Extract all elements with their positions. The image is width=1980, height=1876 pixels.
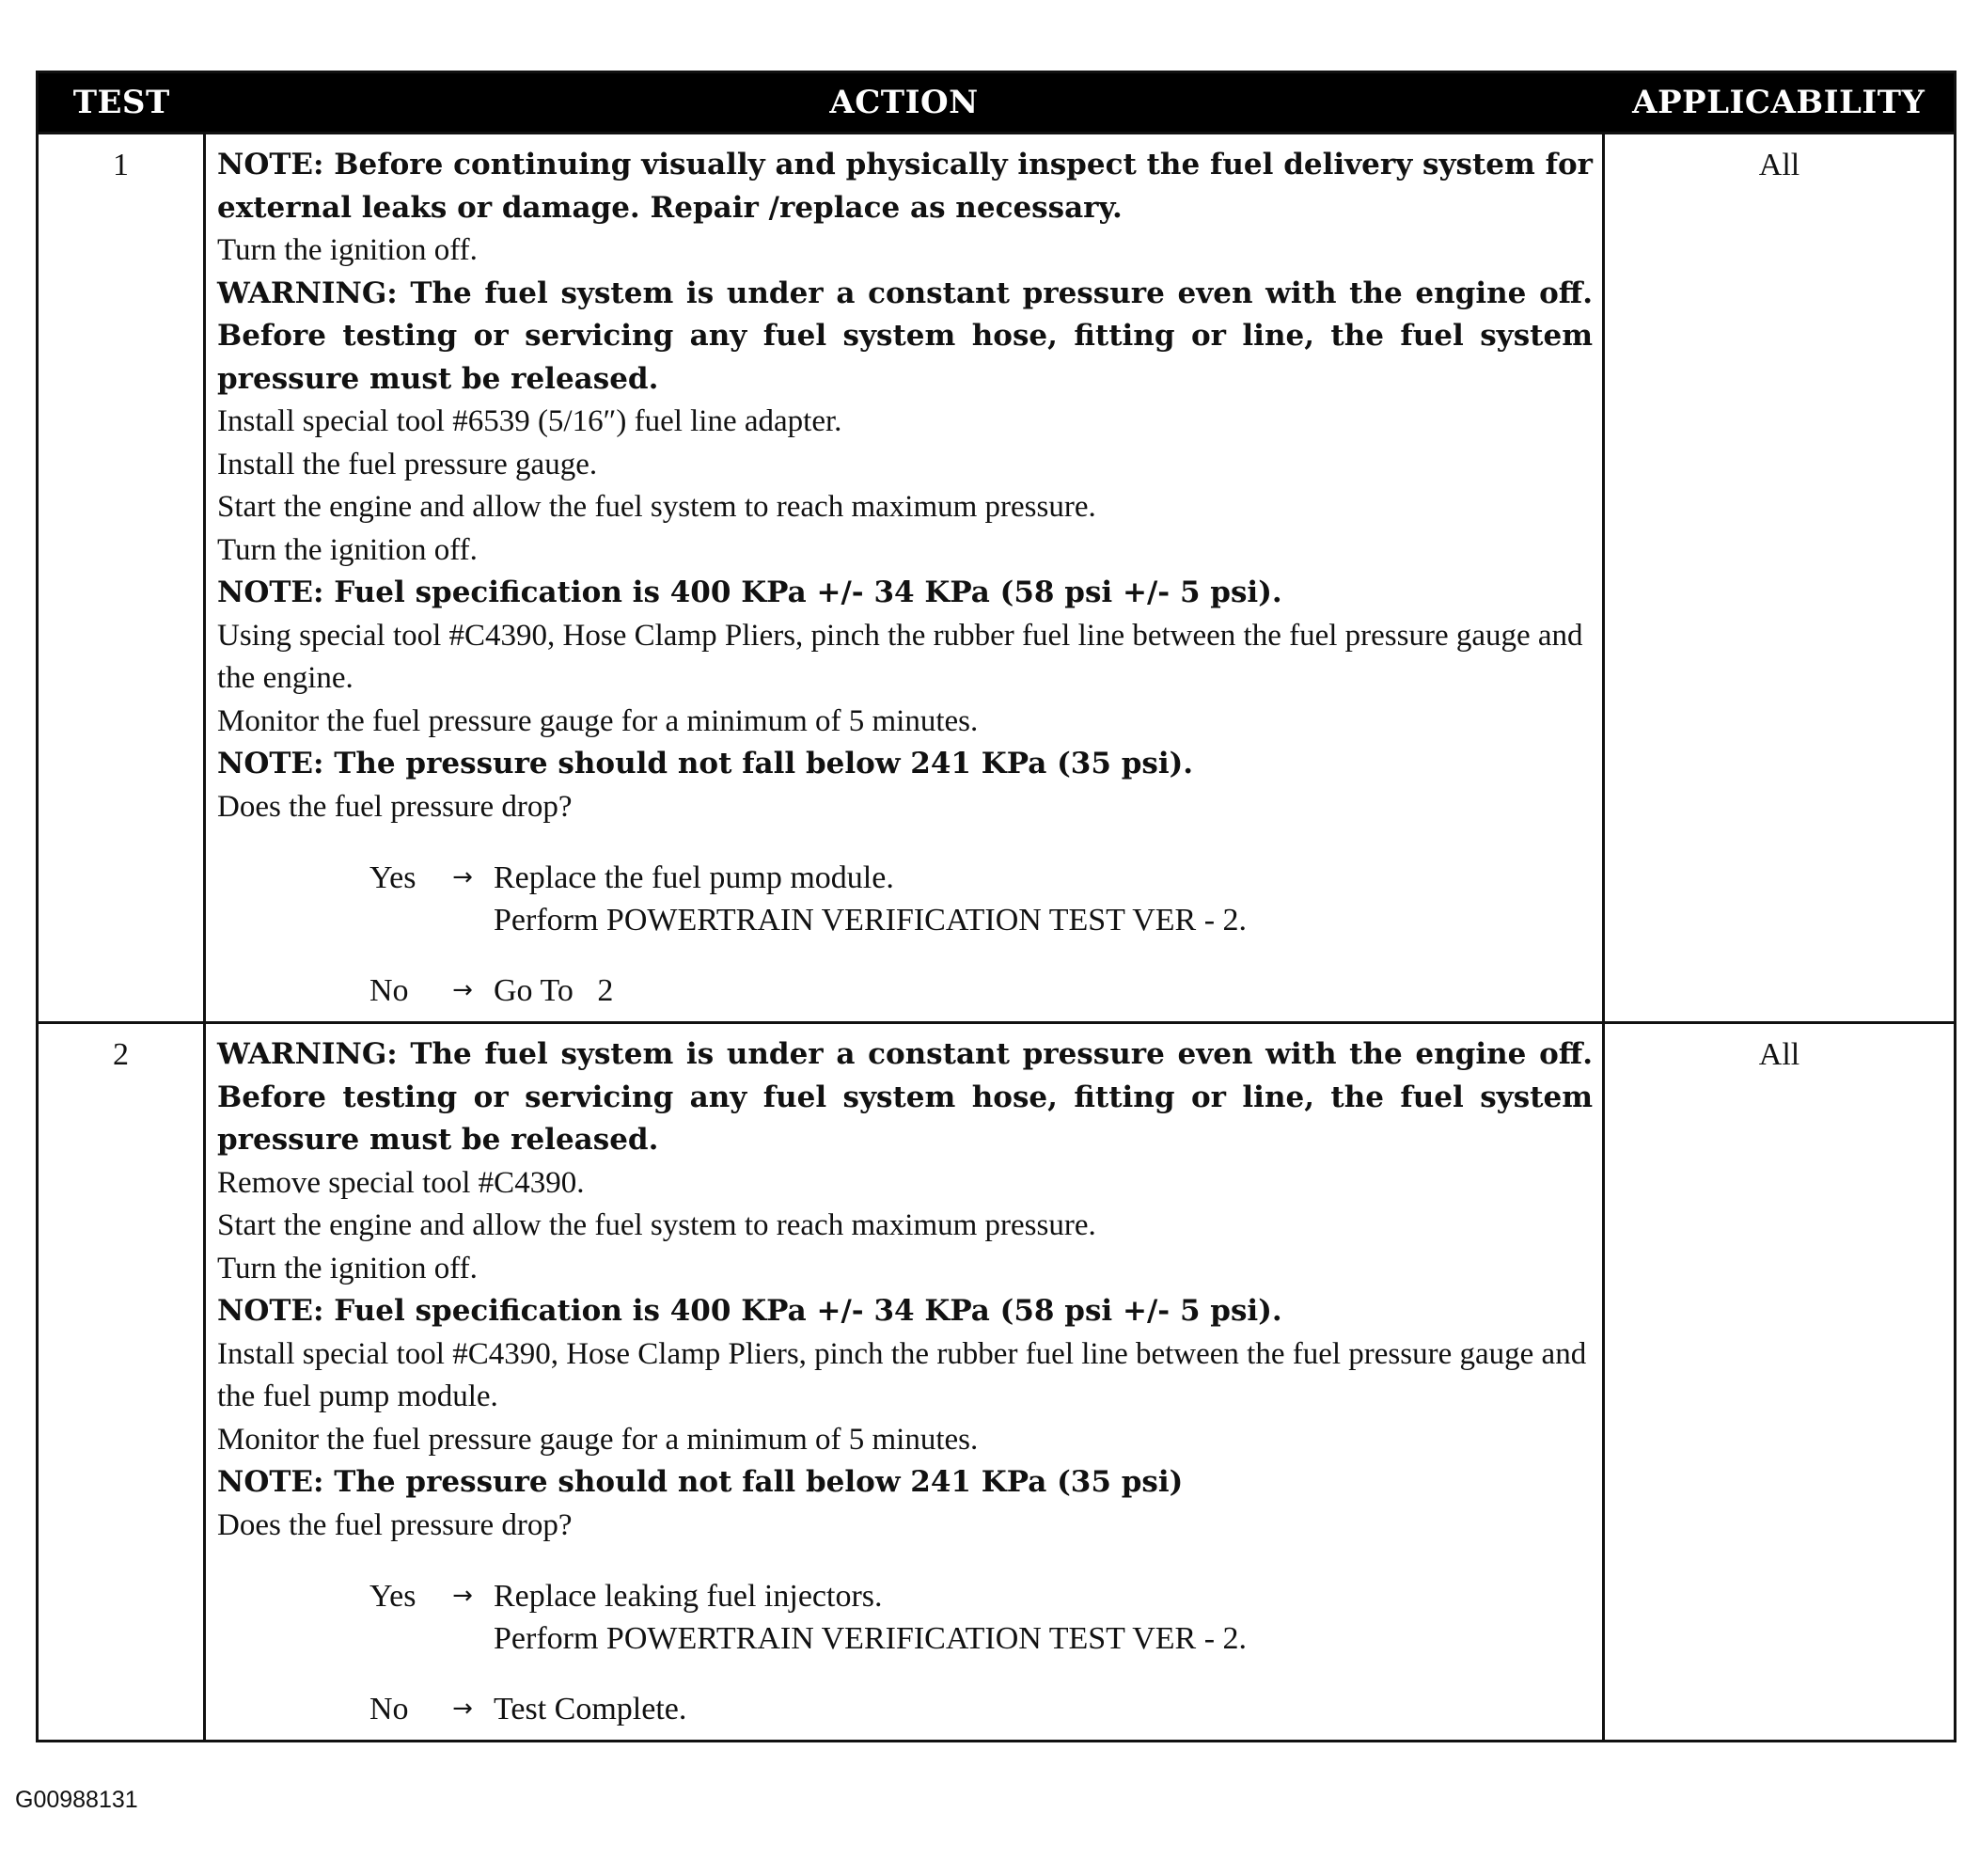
answer-block [217,1575,1593,1730]
answer-label: Yes [369,860,416,895]
right-arrow-icon: → [452,863,473,891]
action-note: NOTE: Fuel specification is 400 KPa +/- 34 KPa (58 psi +/- 5 psi). [217,1294,1282,1328]
applicability-value: All [1604,134,1956,1023]
action-note: NOTE: Before continuing visually and physically inspect the fuel delivery system for external leaks or damage. Repair /replace as necessary. [217,148,1593,225]
action-note: NOTE: The pressure should not fall below 241 KPa (35 psi). [217,747,1194,780]
right-arrow-icon: → [452,976,473,1004]
header-test: TEST [38,72,205,134]
answer-label: No [369,973,409,1008]
action-step: Remove special tool #C4390. [217,1165,585,1200]
answer-line: Replace the fuel pump module. [494,860,894,895]
right-arrow-icon: → [452,1695,473,1723]
table-row [38,1023,1956,1742]
answer-text [494,970,1593,1012]
answer-line: Perform POWERTRAIN VERIFICATION TEST VER - 2. [494,1621,1248,1656]
answer-text [494,1688,1593,1730]
action-step: Monitor the fuel pressure gauge for a minimum of 5 minutes. [217,1422,979,1457]
table-header-row [38,72,1956,134]
action-cell [205,1023,1604,1742]
action-step: Install special tool #6539 (5/16″) fuel line adapter. [217,404,842,438]
action-step: Turn the ignition off. [217,1251,478,1285]
test-number: 2 [38,1023,205,1742]
answer-line: Test Complete. [494,1692,687,1726]
answer-yes [217,1575,1593,1660]
action-step: Does the fuel pressure drop? [217,789,573,824]
answer-yes [217,857,1593,941]
test-number: 1 [38,134,205,1023]
action-note: NOTE: The pressure should not fall below 241 KPa (35 psi) [217,1465,1184,1499]
action-note: NOTE: Fuel specification is 400 KPa +/- 34 KPa (58 psi +/- 5 psi). [217,575,1282,609]
answer-line: Perform POWERTRAIN VERIFICATION TEST VER - 2. [494,903,1248,938]
applicability-value: All [1604,1023,1956,1742]
answer-label: Yes [369,1579,416,1614]
figure-id: G00988131 [15,1787,138,1813]
action-note: WARNING: The fuel system is under a constant pressure even with the engine off. Before testing or servicing any fuel system hose, fitting or line, the fuel system pressure must be released. [217,1037,1593,1157]
answer-no [217,1688,1593,1730]
action-step: Start the engine and allow the fuel system to reach maximum pressure. [217,490,1096,524]
answer-block [217,857,1593,1012]
table-row [38,134,1956,1023]
table-body [38,134,1956,1742]
answer-label: No [369,1692,409,1726]
diagnostic-test-table [36,71,1956,1742]
right-arrow-icon: → [452,1582,473,1610]
header-applicability: APPLICABILITY [1604,72,1956,134]
action-step: Install the fuel pressure gauge. [217,447,598,481]
action-step: Turn the ignition off. [217,532,478,567]
header-action: ACTION [205,72,1604,134]
action-step: Using special tool #C4390, Hose Clamp Pliers, pinch the rubber fuel line between the fuel pressure gauge and the engine. [217,618,1583,695]
answer-no [217,970,1593,1012]
action-step: Monitor the fuel pressure gauge for a minimum of 5 minutes. [217,703,979,738]
answer-text [494,857,1593,941]
action-cell [205,134,1604,1023]
action-step: Turn the ignition off. [217,233,478,267]
answer-text [494,1575,1593,1660]
action-note: WARNING: The fuel system is under a constant pressure even with the engine off. Before testing or servicing any fuel system hose, fitting or line, the fuel system pressure must be released. [217,276,1593,396]
action-step: Start the engine and allow the fuel system to reach maximum pressure. [217,1208,1096,1242]
answer-line: Go To 2 [494,973,614,1008]
action-step: Does the fuel pressure drop? [217,1507,573,1542]
answer-line: Replace leaking fuel injectors. [494,1579,883,1614]
action-step: Install special tool #C4390, Hose Clamp Pliers, pinch the rubber fuel line between the fuel pressure gauge and the fuel pump module. [217,1336,1587,1413]
